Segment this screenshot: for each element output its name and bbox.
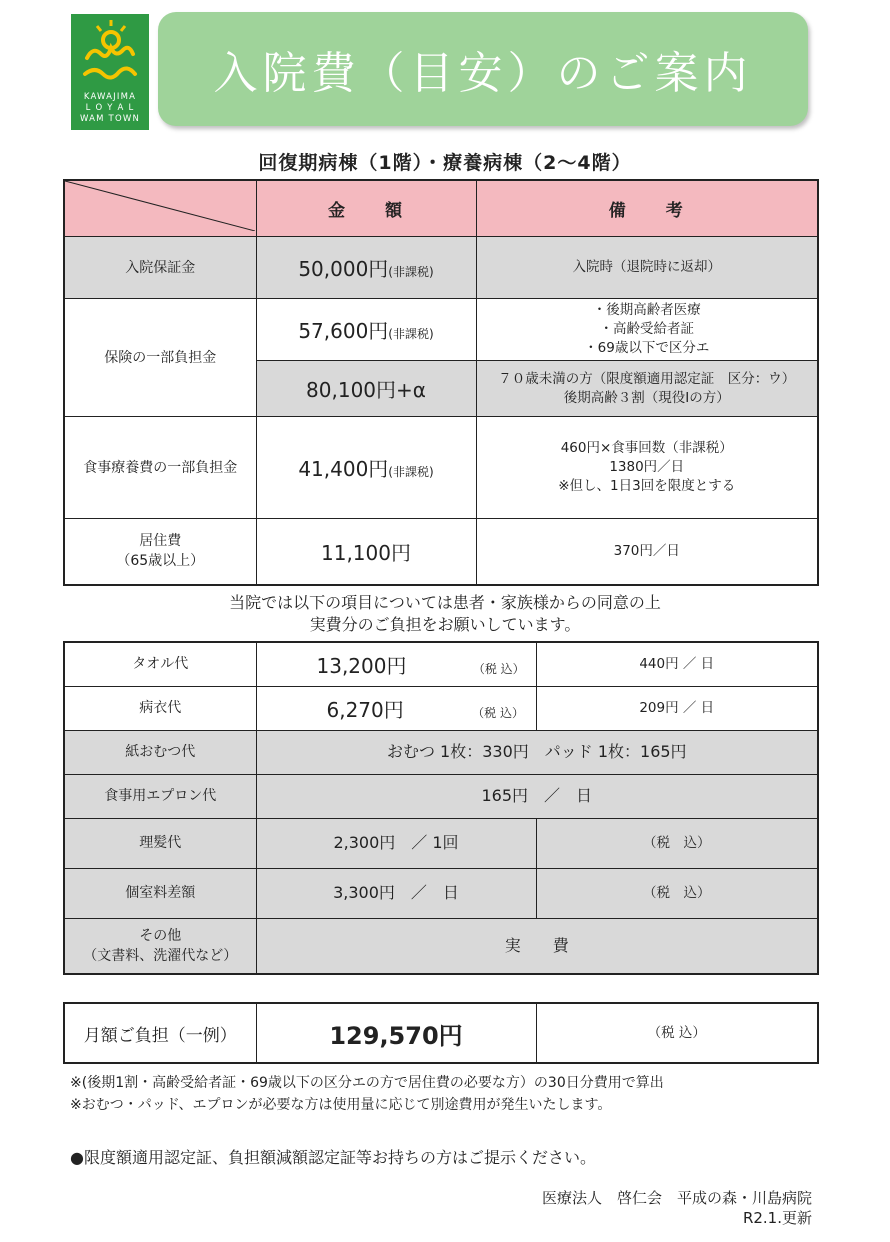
hospital-name: 医療法人 啓仁会 平成の森・川島病院 xyxy=(541,1189,812,1207)
row-label: 食事用エプロン代 xyxy=(64,774,256,818)
table-row xyxy=(64,686,818,730)
table-row xyxy=(64,237,818,299)
table-row xyxy=(64,1003,818,1063)
ward-subtitle: 回復期病棟（1階）・療養病棟（2～4階） xyxy=(258,152,632,174)
row-remarks xyxy=(476,299,818,361)
remark-line: 後期高齢３割（現役Ⅰの方） xyxy=(563,389,730,406)
tax-note: （税 込） xyxy=(472,705,524,720)
row-remarks: 入院時（退院時に返却） xyxy=(476,237,818,299)
row-label: 病衣代 xyxy=(64,686,256,730)
label-line: （文書料、洗濯代など） xyxy=(83,947,238,964)
sun-logo-icon xyxy=(81,18,139,90)
table-row xyxy=(64,299,818,361)
remark-line: ・69歳以下で区分エ xyxy=(584,340,710,356)
row-merged-value: 実 費 xyxy=(256,918,818,974)
tax-note: （税 込） xyxy=(536,818,818,868)
update-date: R2.1.更新 xyxy=(742,1209,812,1227)
row-amount xyxy=(256,237,476,299)
title-banner xyxy=(158,12,808,126)
row-amount xyxy=(256,642,536,686)
row-amount xyxy=(256,299,476,361)
row-amount xyxy=(256,686,536,730)
row-amount: 11,100円 xyxy=(256,519,476,585)
row-unit: 209円 ／ 日 xyxy=(536,686,818,730)
table-row xyxy=(64,730,818,774)
hospital-logo xyxy=(71,14,149,130)
amount-value: 41,400円 xyxy=(298,457,389,481)
monthly-amount: 129,570円 xyxy=(256,1003,536,1063)
page-title: 入院費（目安）のご案内 xyxy=(213,48,753,99)
row-label: 入院保証金 xyxy=(64,237,256,299)
row-label: 個室料差額 xyxy=(64,868,256,918)
row-label: 紙おむつ代 xyxy=(64,730,256,774)
diagonal-line xyxy=(65,181,255,231)
row-amount: 80,100円+α xyxy=(256,361,476,417)
table-header-row xyxy=(64,180,818,237)
row-label xyxy=(64,918,256,974)
row-remarks: 370円／日 xyxy=(476,519,818,585)
logo-text xyxy=(71,92,149,125)
amount-note: (非課税) xyxy=(388,327,434,341)
actual-cost-table xyxy=(63,641,819,975)
monthly-burden-table xyxy=(63,1002,819,1064)
label-line: その他 xyxy=(139,927,182,944)
amount-note: (非課税) xyxy=(388,465,434,479)
table-row xyxy=(64,818,818,868)
header-remarks: 備 考 xyxy=(476,180,818,237)
row-label xyxy=(64,519,256,585)
tax-note: （税 込） xyxy=(536,868,818,918)
footnote-line: ※(後期1割・高齢受給者証・69歳以下の区分エの方で居住費の必要な方）の30日分費用で算出 xyxy=(70,1075,664,1091)
amount-value: 57,600円 xyxy=(298,319,389,343)
remark-line: 1380円／日 xyxy=(609,459,685,475)
row-unit: 440円 ／ 日 xyxy=(536,642,818,686)
remark-line: ※但し、1日3回を限度とする xyxy=(558,478,736,494)
remark-line: ・後期高齢者医療 xyxy=(592,302,701,318)
tax-note: （税 込） xyxy=(472,661,525,676)
header-corner-cell xyxy=(64,180,256,237)
row-label: 保険の一部負担金 xyxy=(64,299,256,417)
table-row xyxy=(64,774,818,818)
footnotes xyxy=(70,1072,664,1116)
header-amount: 金 額 xyxy=(256,180,476,237)
logo-line: WAM TOWN xyxy=(79,114,141,124)
logo-line: KAWAJIMA xyxy=(83,92,137,102)
amount-note: (非課税) xyxy=(388,265,434,279)
monthly-label: 月額ご負担（一例） xyxy=(64,1003,256,1063)
monthly-tax: （税 込） xyxy=(536,1003,818,1063)
row-label: 食事療養費の一部負担金 xyxy=(64,417,256,519)
table-row xyxy=(64,918,818,974)
remark-line: ７０歳未満の方（限度額適用認定証 区分：ウ） xyxy=(498,370,796,387)
amount-value: 50,000円 xyxy=(298,257,389,281)
row-amount: 2,300円 ／ 1回 xyxy=(256,818,536,868)
row-remarks xyxy=(476,417,818,519)
logo-line: L O Y A L xyxy=(85,103,135,113)
hospitalization-fee-table xyxy=(63,179,819,586)
table-row xyxy=(64,417,818,519)
row-amount xyxy=(256,417,476,519)
label-line: （65歳以上） xyxy=(116,553,205,570)
table-row xyxy=(64,868,818,918)
table-row xyxy=(64,642,818,686)
consent-line: 実費分のご負担をお願いしています。 xyxy=(309,615,581,634)
amount-value: 6,270円 xyxy=(326,697,404,722)
label-line: 居住費 xyxy=(139,533,182,550)
row-merged-value: 165円 ／ 日 xyxy=(256,774,818,818)
row-merged-value: おむつ 1枚：330円 パッド 1枚：165円 xyxy=(256,730,818,774)
table-row xyxy=(64,519,818,585)
row-amount: 3,300円 ／ 日 xyxy=(256,868,536,918)
consent-line: 当院では以下の項目については患者・家族様からの同意の上 xyxy=(229,593,661,612)
row-remarks xyxy=(476,361,818,417)
consent-notice xyxy=(0,592,890,636)
row-label: タオル代 xyxy=(64,642,256,686)
remark-line: 460円×食事回数（非課税） xyxy=(560,440,733,456)
footnote-line: ※おむつ・パッド、エプロンが必要な方は使用量に応じて別途費用が発生いたします。 xyxy=(70,1097,612,1113)
amount-value: 13,200円 xyxy=(316,653,407,678)
row-label: 理髪代 xyxy=(64,818,256,868)
remark-line: ・高齢受給者証 xyxy=(599,321,694,337)
signature xyxy=(542,1188,812,1228)
certificate-notice: ●限度額適用認定証、負担額減額認定証等お持ちの方はご提示ください。 xyxy=(70,1148,596,1167)
